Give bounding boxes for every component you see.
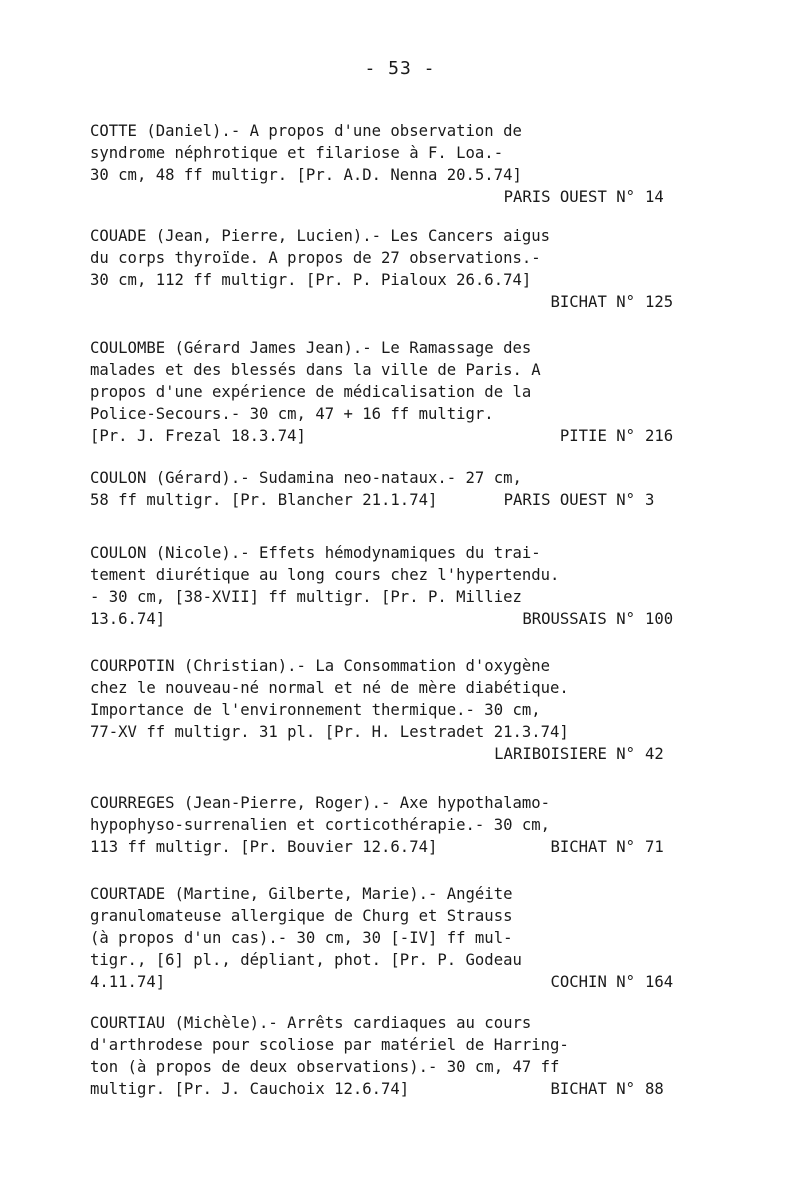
entry-location-number: 3 — [645, 491, 655, 509]
entry-text-line: COURTADE (Martine, Gilberte, Marie).- Angéite — [90, 885, 513, 903]
entry-text-line — [90, 971, 730, 993]
entry-location-number: 14 — [645, 188, 664, 206]
bibliography-entry — [90, 542, 730, 630]
entry-location-number: 164 — [645, 973, 674, 991]
entry-text-line: - 30 cm, [38-XVII] ff multigr. [Pr. P. Milliez — [90, 588, 522, 606]
bibliography-entry — [90, 337, 730, 447]
entry-text-line: malades et des blessés dans la ville de Paris. A — [90, 361, 541, 379]
entry-text-line: syndrome néphrotique et filariose à F. Loa.- — [90, 144, 504, 162]
entry-location-number: 42 — [645, 745, 664, 763]
entry-location-number: 216 — [645, 427, 674, 445]
entry-text-line — [90, 489, 730, 511]
entry-text-line: 30 cm, 48 ff multigr. [Pr. A.D. Nenna 20.5.74] — [90, 166, 522, 184]
entry-text-line: COULON (Nicole).- Effets hémodynamiques du trai- — [90, 544, 541, 562]
entry-location: PITIE N° — [559, 427, 635, 445]
entry-text-line: tigr., [6] pl., dépliant, phot. [Pr. P. Godeau — [90, 951, 522, 969]
bibliography-entry — [90, 655, 730, 765]
entry-text-line: hypophyso-surrenalien et corticothérapie.- 30 cm, — [90, 816, 551, 834]
entry-location-number: 100 — [645, 610, 674, 628]
entry-location: BICHAT N° — [550, 838, 635, 856]
entry-text-line: Importance de l'environnement thermique.- 30 cm, — [90, 701, 541, 719]
bibliography-entry — [90, 225, 730, 313]
entry-location-line — [90, 743, 730, 765]
entry-text-line: ton (à propos de deux observations).- 30 cm, 47 ff — [90, 1058, 560, 1076]
entry-text-line — [90, 608, 730, 630]
entry-location: LARIBOISIERE N° — [494, 745, 635, 763]
entry-location: COCHIN N° — [550, 973, 635, 991]
entry-text-line: du corps thyroïde. A propos de 27 observations.- — [90, 249, 541, 267]
entry-citation: 58 ff multigr. [Pr. Blancher 21.1.74] — [90, 491, 438, 509]
bibliography-entry — [90, 467, 730, 511]
entry-location-number: 125 — [645, 293, 674, 311]
entry-location: BROUSSAIS N° — [522, 610, 635, 628]
bibliography-entry — [90, 792, 730, 858]
entry-text-line — [90, 836, 730, 858]
entry-location-line — [90, 186, 730, 208]
entry-text-line — [90, 425, 730, 447]
bibliography-entry — [90, 1012, 730, 1100]
entry-citation: 4.11.74] — [90, 973, 166, 991]
entry-text-line: d'arthrodese pour scoliose par matériel de Harring- — [90, 1036, 569, 1054]
entry-text-line: COULOMBE (Gérard James Jean).- Le Ramassage des — [90, 339, 532, 357]
entry-citation: [Pr. J. Frezal 18.3.74] — [90, 427, 306, 445]
entry-text-line: COURTIAU (Michèle).- Arrêts cardiaques au cours — [90, 1014, 532, 1032]
entry-text-line: chez le nouveau-né normal et né de mère diabétique. — [90, 679, 569, 697]
entry-text-line: 30 cm, 112 ff multigr. [Pr. P. Pialoux 26.6.74] — [90, 271, 532, 289]
entry-location: BICHAT N° — [550, 1080, 635, 1098]
entry-text-line: (à propos d'un cas).- 30 cm, 30 [-IV] ff mul- — [90, 929, 513, 947]
entry-text-line: tement diurétique au long cours chez l'hypertendu. — [90, 566, 560, 584]
entry-citation: multigr. [Pr. J. Cauchoix 12.6.74] — [90, 1080, 410, 1098]
entry-text-line: COULON (Gérard).- Sudamina neo-nataux.- 27 cm, — [90, 469, 522, 487]
entry-location-number: 71 — [645, 838, 664, 856]
entry-text-line: granulomateuse allergique de Churg et Strauss — [90, 907, 513, 925]
entry-text-line: 77-XV ff multigr. 31 pl. [Pr. H. Lestradet 21.3.74] — [90, 723, 569, 741]
entry-location-number: 88 — [645, 1080, 664, 1098]
entry-citation: 113 ff multigr. [Pr. Bouvier 12.6.74] — [90, 838, 438, 856]
entry-text-line: Police-Secours.- 30 cm, 47 + 16 ff multigr. — [90, 405, 494, 423]
entry-text-line: COURPOTIN (Christian).- La Consommation d'oxygène — [90, 657, 551, 675]
entry-citation: 13.6.74] — [90, 610, 166, 628]
entry-text-line: COUADE (Jean, Pierre, Lucien).- Les Cancers aigus — [90, 227, 551, 245]
entry-text-line: COTTE (Daniel).- A propos d'une observation de — [90, 122, 522, 140]
entry-location: PARIS OUEST N° — [503, 491, 635, 509]
bibliography-entry — [90, 883, 730, 993]
entry-location: BICHAT N° — [550, 293, 635, 311]
entry-text-line: propos d'une expérience de médicalisation de la — [90, 383, 532, 401]
entry-text-line — [90, 1078, 730, 1100]
page-number: - 53 - — [364, 58, 436, 79]
entry-location-line — [90, 291, 730, 313]
entry-text-line: COURREGES (Jean-Pierre, Roger).- Axe hypothalamo- — [90, 794, 551, 812]
entry-location: PARIS OUEST N° — [503, 188, 635, 206]
bibliography-entry — [90, 120, 730, 208]
